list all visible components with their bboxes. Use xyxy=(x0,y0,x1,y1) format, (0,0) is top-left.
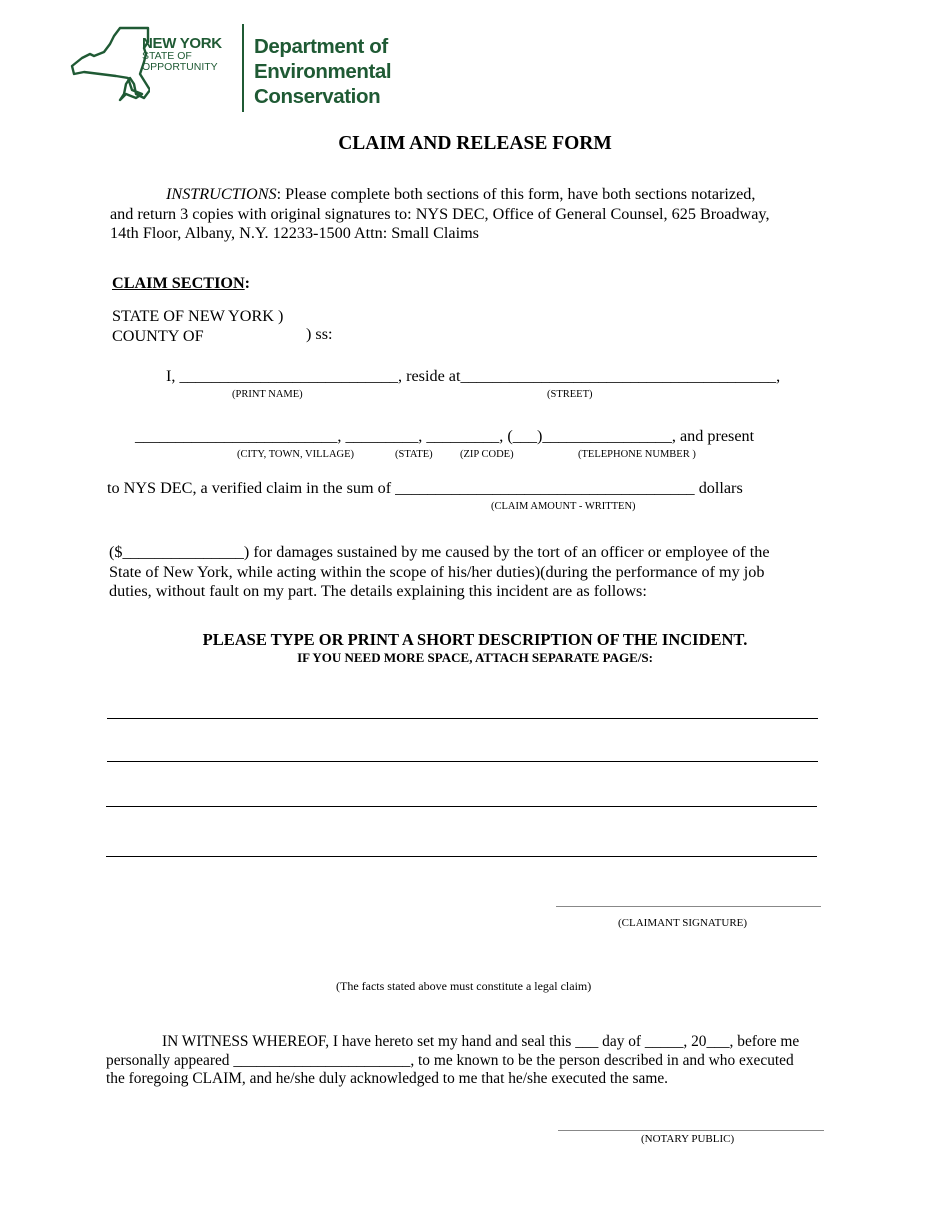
logo-divider xyxy=(242,24,244,112)
city-caption: (CITY, TOWN, VILLAGE) xyxy=(237,449,355,460)
claim-section-heading: CLAIM SECTION: xyxy=(112,274,251,292)
instructions: INSTRUCTIONS: Please complete both sections of this form, have both sections notarized, and return 3 copies with original signatures to: NYS DEC, Office of General Counsel, 625 Broadway, 14th Floor, Albany, N.Y. 12233-1500 Attn: Small Claims xyxy=(110,185,770,242)
street-caption: (STREET) xyxy=(547,389,593,400)
description-line[interactable] xyxy=(106,856,817,857)
instructions-label: INSTRUCTIONS xyxy=(166,185,277,203)
new-york-state-map-icon xyxy=(70,22,150,102)
phone-caption: (TELEPHONE NUMBER ) xyxy=(578,449,696,460)
damages-paragraph[interactable]: ($_______________) for damages sustained by me caused by the tort of an officer or employee of the State of New York, while acting within the scope of his/her duties)(during the performance of my job duties, without fault on my part. The details explaining this incident are as follows: xyxy=(109,543,770,600)
claimant-signature-caption: (CLAIMANT SIGNATURE) xyxy=(618,917,748,929)
claim-amount-line[interactable]: to NYS DEC, a verified claim in the sum of _____________________________________ dollars xyxy=(107,479,743,497)
claimant-signature-line[interactable] xyxy=(556,906,821,907)
ss-label: ) ss: xyxy=(306,325,333,343)
witness-paragraph[interactable]: IN WITNESS WHEREOF, I have hereto set my hand and seal this ___ day of _____, 20___, before me personally appeared _______________________, to me known to be the person described in and who executed the foregoing CLAIM, and he/she duly acknowledged to me that he/she executed the same. xyxy=(106,1033,800,1087)
zip-caption: (ZIP CODE) xyxy=(460,449,514,460)
description-line[interactable] xyxy=(106,806,817,807)
form-title: CLAIM AND RELEASE FORM xyxy=(338,133,612,154)
nys-dec-logo xyxy=(70,22,410,114)
name-street-line[interactable]: I, ___________________________, reside at_______________________________________, xyxy=(166,367,781,385)
state-caption: (STATE) xyxy=(395,449,433,460)
city-state-zip-phone-line[interactable]: _________________________, _________, _________, (___)________________, and present xyxy=(135,427,755,445)
county-line: COUNTY OF xyxy=(112,327,204,345)
print-name-caption: (PRINT NAME) xyxy=(232,389,303,400)
notary-caption: (NOTARY PUBLIC) xyxy=(641,1133,735,1145)
description-heading: PLEASE TYPE OR PRINT A SHORT DESCRIPTION OF THE INCIDENT. xyxy=(202,630,748,649)
new-york-wordmark: NEW YORK STATE OF OPPORTUNITY xyxy=(142,35,222,73)
department-wordmark: Department of Environmental Conservation xyxy=(254,35,392,108)
facts-note: (The facts stated above must constitute a legal claim) xyxy=(336,979,592,993)
claim-amount-caption: (CLAIM AMOUNT - WRITTEN) xyxy=(491,501,636,512)
state-line: STATE OF NEW YORK ) xyxy=(112,307,284,325)
notary-signature-line[interactable] xyxy=(558,1130,824,1131)
description-line[interactable] xyxy=(107,761,818,762)
description-line[interactable] xyxy=(107,718,818,719)
description-subheading: IF YOU NEED MORE SPACE, ATTACH SEPARATE PAGE/S: xyxy=(297,650,653,665)
